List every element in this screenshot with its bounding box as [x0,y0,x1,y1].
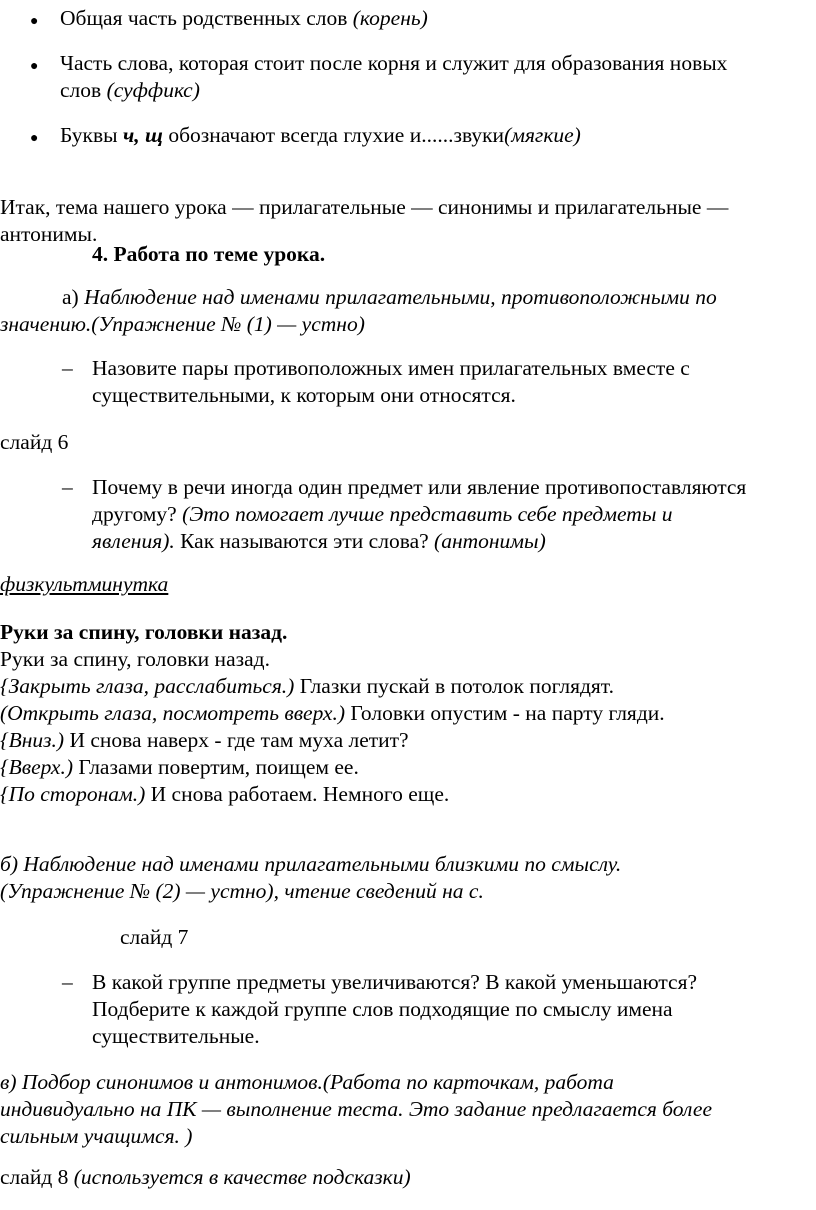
part-v: в) Подбор синонимов и антонимов.(Работа по карточкам, работа индивидуально на ПК — выполнение теста. Это задание предлагается более сильным учащимся. ) [0,1070,712,1148]
section-heading: 4. Работа по теме урока. [92,242,326,266]
part-a-line2: значению.(Упражнение № (1) — устно) [0,312,365,336]
dash-marker: – [62,475,73,499]
bullet-item-2: Часть слова, которая стоит после корня и служит для образования новых слов (суффикс) [60,51,728,102]
question-1: Назовите пары противоположных имен прилагательных вместе с существительными, к которым они относятся. [92,356,690,407]
slide-6-label: слайд 6 [0,430,69,454]
dash-marker: – [62,356,73,380]
bullet-icon: ● [30,59,39,74]
bullet-icon: ● [30,131,39,146]
lesson-topic: Итак, тема нашего урока — прилагательные — синонимы и прилагательные — антонимы. [0,195,729,246]
exercise-poem: Руки за спину, головки назад. Руки за спину, головки назад. {Закрыть глаза, расслабиться.) Глазки пускай в потолок поглядят. (Открыть глаза, посмотреть вверх.) Головки опустим - на парту гляди. {Вниз.) И снова наверх - где там муха летит? {Вверх.) Глазами повертим, поищем ее. {По сторонам.) И снова работаем. Немного еще. [0,620,665,806]
bullet-icon: ● [30,14,39,29]
question-2: Почему в речи иногда один предмет или явление противопоставляются другому? (Это помогает лучше представить себе предметы и явления). Как называются эти слова? (антонимы) [92,475,747,553]
bullet-item-1: Общая часть родственных слов (корень) [60,6,428,30]
question-3: В какой группе предметы увеличиваются? В какой уменьшаются? Подберите к каждой группе слов подходящие по смыслу имена существительные. [92,970,698,1048]
dash-marker: – [62,970,73,994]
slide-8-label: слайд 8 (используется в качестве подсказки) [0,1165,411,1189]
slide-7-label: слайд 7 [120,925,189,949]
part-b: б) Наблюдение над именами прилагательными близкими по смыслу. (Упражнение № (2) — устно), чтение сведений на с. [0,852,622,903]
bullet-item-3: Буквы ч, щ обозначают всегда глухие и......звуки(мягкие) [60,123,581,147]
fizkultminutka-heading: физкультминутка [0,572,169,596]
part-a-line1: а) Наблюдение над именами прилагательными, противоположными по [62,285,717,309]
